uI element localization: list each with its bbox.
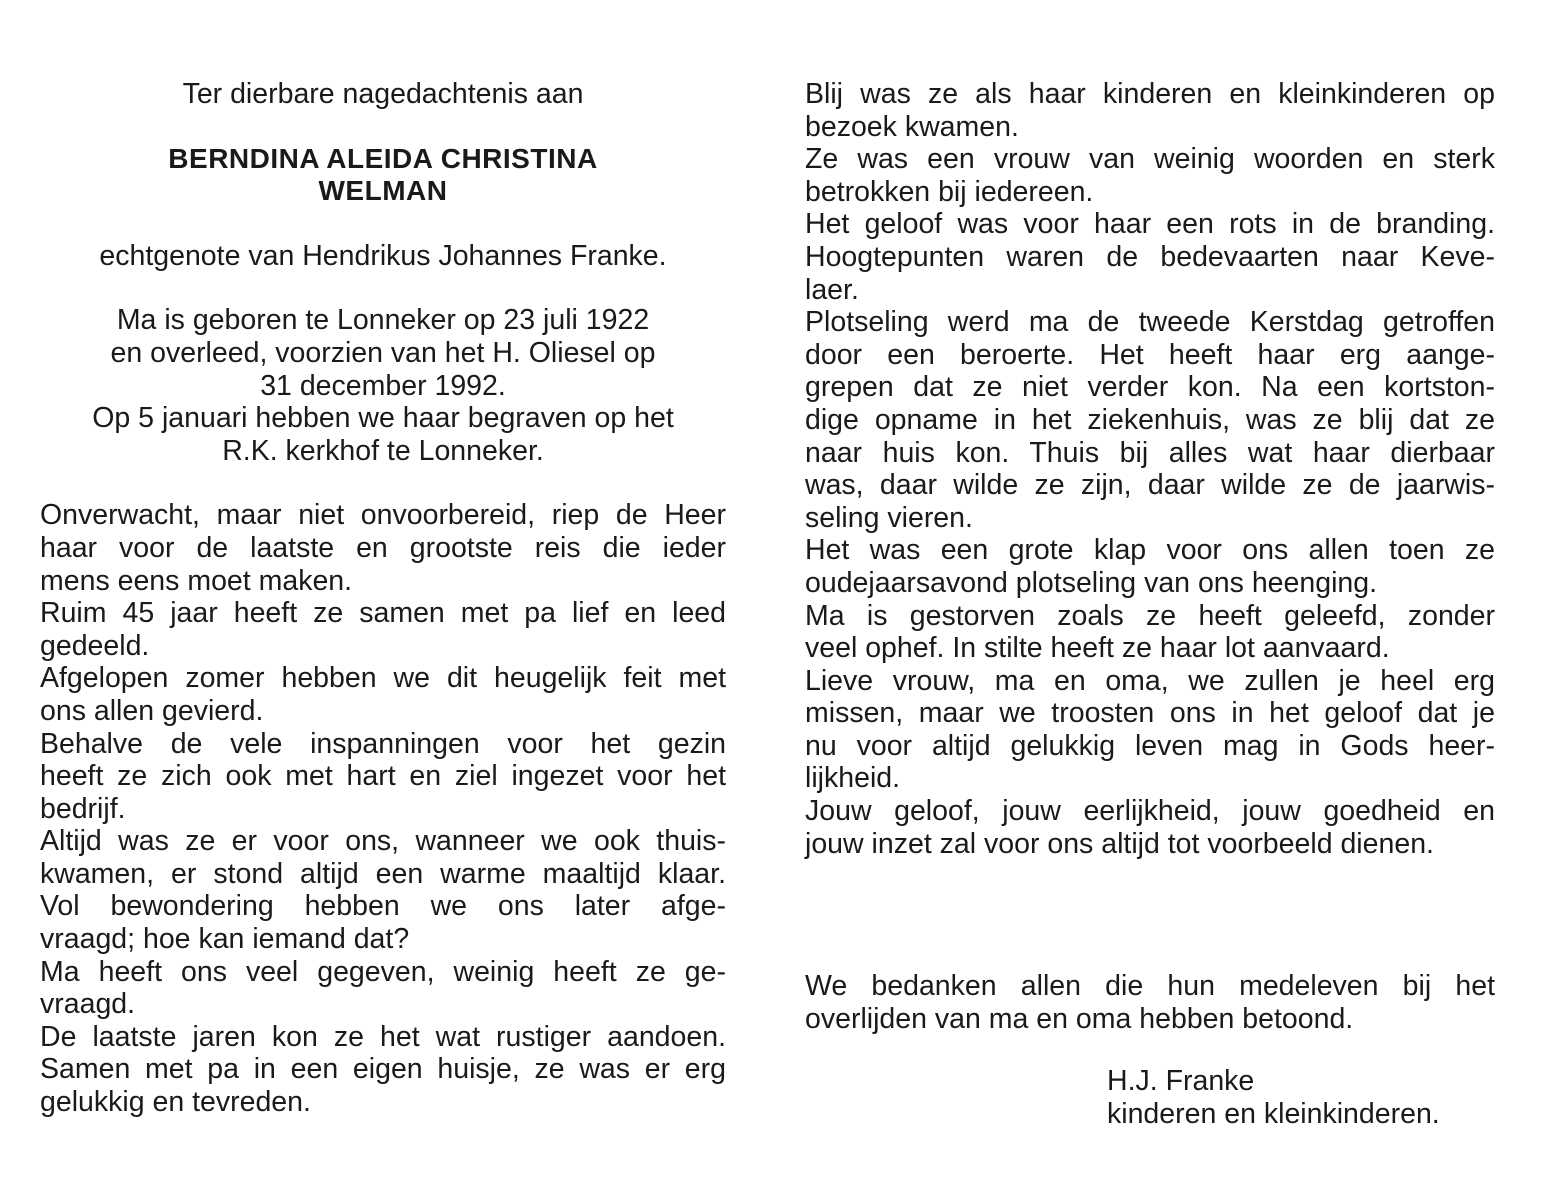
birth-death-block [40, 304, 726, 467]
text-line: Vol bewondering hebben we ons later afge- [40, 890, 726, 923]
text-line: naar huis kon. Thuis bij alles wat haar dierbaar [805, 436, 1495, 469]
text-line: jouw inzet zal voor ons altijd tot voorbeeld dienen. [805, 827, 1434, 860]
right-body-text [805, 78, 1495, 860]
thanks-line: overlijden van ma en oma hebben betoond. [805, 1002, 1354, 1035]
text-line: veel ophef. In stilte heeft ze haar lot aanvaard. [805, 632, 1390, 665]
text-line: kwamen, er stond altijd een warme maaltijd klaar. [40, 857, 726, 890]
text-line: vraagd; hoe kan iemand dat? [40, 923, 410, 956]
text-line: heeft ze zich ook met hart en ziel ingezet voor het [40, 760, 726, 793]
text-line: De laatste jaren kon ze het wat rustiger aandoen. [40, 1020, 726, 1053]
text-line: missen, maar we troosten ons in het geloof dat je [805, 697, 1495, 730]
text-line: Plotseling werd ma de tweede Kerstdag getroffen [805, 306, 1495, 339]
text-line: seling vieren. [805, 501, 973, 534]
text-line: bedrijf. [40, 792, 126, 825]
birth-line: Op 5 januari hebben we haar begraven op het [92, 402, 674, 435]
birth-line: Ma is geboren te Lonneker op 23 juli 1922 [116, 304, 650, 337]
deceased-name-line-1: BERNDINA ALEIDA CHRISTINA [168, 142, 598, 174]
thanks-block [805, 970, 1495, 1035]
text-line: Het geloof was voor haar een rots in de branding. [805, 208, 1495, 241]
text-line: Het was een grote klap voor ons allen toen ze [805, 534, 1495, 567]
signature-family: kinderen en kleinkinderen. [1107, 1098, 1440, 1131]
signature-block [805, 1065, 1495, 1130]
text-line: oudejaarsavond plotseling van ons heenging. [805, 566, 1378, 599]
left-column [40, 78, 726, 1119]
text-line: Ma heeft ons veel gegeven, weinig heeft ze ge- [40, 955, 726, 988]
text-line: betrokken bij iedereen. [805, 175, 1094, 208]
text-line: bezoek kwamen. [805, 110, 1019, 143]
text-line: Jouw geloof, jouw eerlijkheid, jouw goedheid en [805, 795, 1495, 828]
dedication: Ter dierbare nagedachtenis aan [182, 78, 584, 110]
text-line: ons allen gevierd. [40, 694, 264, 727]
thanks-line: We bedanken allen die hun medeleven bij het [805, 970, 1495, 1003]
text-line: gedeeld. [40, 629, 150, 662]
text-line: nu voor altijd gelukkig leven mag in Gods heer- [805, 729, 1495, 762]
text-line: lijkheid. [805, 762, 901, 795]
birth-line: 31 december 1992. [260, 369, 506, 402]
spouse-line: echtgenote van Hendrikus Johannes Franke. [99, 239, 667, 272]
text-line: Behalve de vele inspanningen voor het gezin [40, 727, 726, 760]
text-line: Altijd was ze er voor ons, wanneer we ook thuis- [40, 825, 726, 858]
signature-name: H.J. Franke [1107, 1065, 1255, 1098]
text-line: vraagd. [40, 988, 136, 1021]
text-line: mens eens moet maken. [40, 564, 353, 597]
birth-line: en overleed, voorzien van het H. Oliesel op [110, 336, 656, 369]
text-line: Ze was een vrouw van weinig woorden en sterk [805, 143, 1495, 176]
text-line: Blij was ze als haar kinderen en kleinkinderen op [805, 78, 1495, 110]
text-line: Onverwacht, maar niet onvoorbereid, riep de Heer [40, 499, 726, 532]
text-line: Ruim 45 jaar heeft ze samen met pa lief en leed [40, 597, 726, 630]
text-line: Ma is gestorven zoals ze heeft geleefd, zonder [805, 599, 1495, 632]
text-line: dige opname in het ziekenhuis, was ze blij dat ze [805, 403, 1495, 436]
text-line: door een beroerte. Het heeft haar erg aange- [805, 338, 1495, 371]
text-line: haar voor de laatste en grootste reis die ieder [40, 531, 726, 564]
deceased-name-line-2: WELMAN [318, 175, 448, 207]
birth-line: R.K. kerkhof te Lonneker. [222, 434, 544, 467]
right-column [805, 78, 1495, 1131]
text-line: Hoogtepunten waren de bedevaarten naar Keve- [805, 240, 1495, 273]
text-line: was, daar wilde ze zijn, daar wilde ze de jaarwis- [805, 469, 1495, 502]
text-line: Afgelopen zomer hebben we dit heugelijk feit met [40, 662, 726, 695]
left-body-text [40, 499, 726, 1118]
text-line: Lieve vrouw, ma en oma, we zullen je heel erg [805, 664, 1495, 697]
text-line: Samen met pa in een eigen huisje, ze was er erg [40, 1053, 726, 1086]
text-line: laer. [805, 273, 859, 306]
text-line: grepen dat ze niet verder kon. Na een kortston- [805, 371, 1495, 404]
text-line: gelukkig en tevreden. [40, 1086, 311, 1119]
